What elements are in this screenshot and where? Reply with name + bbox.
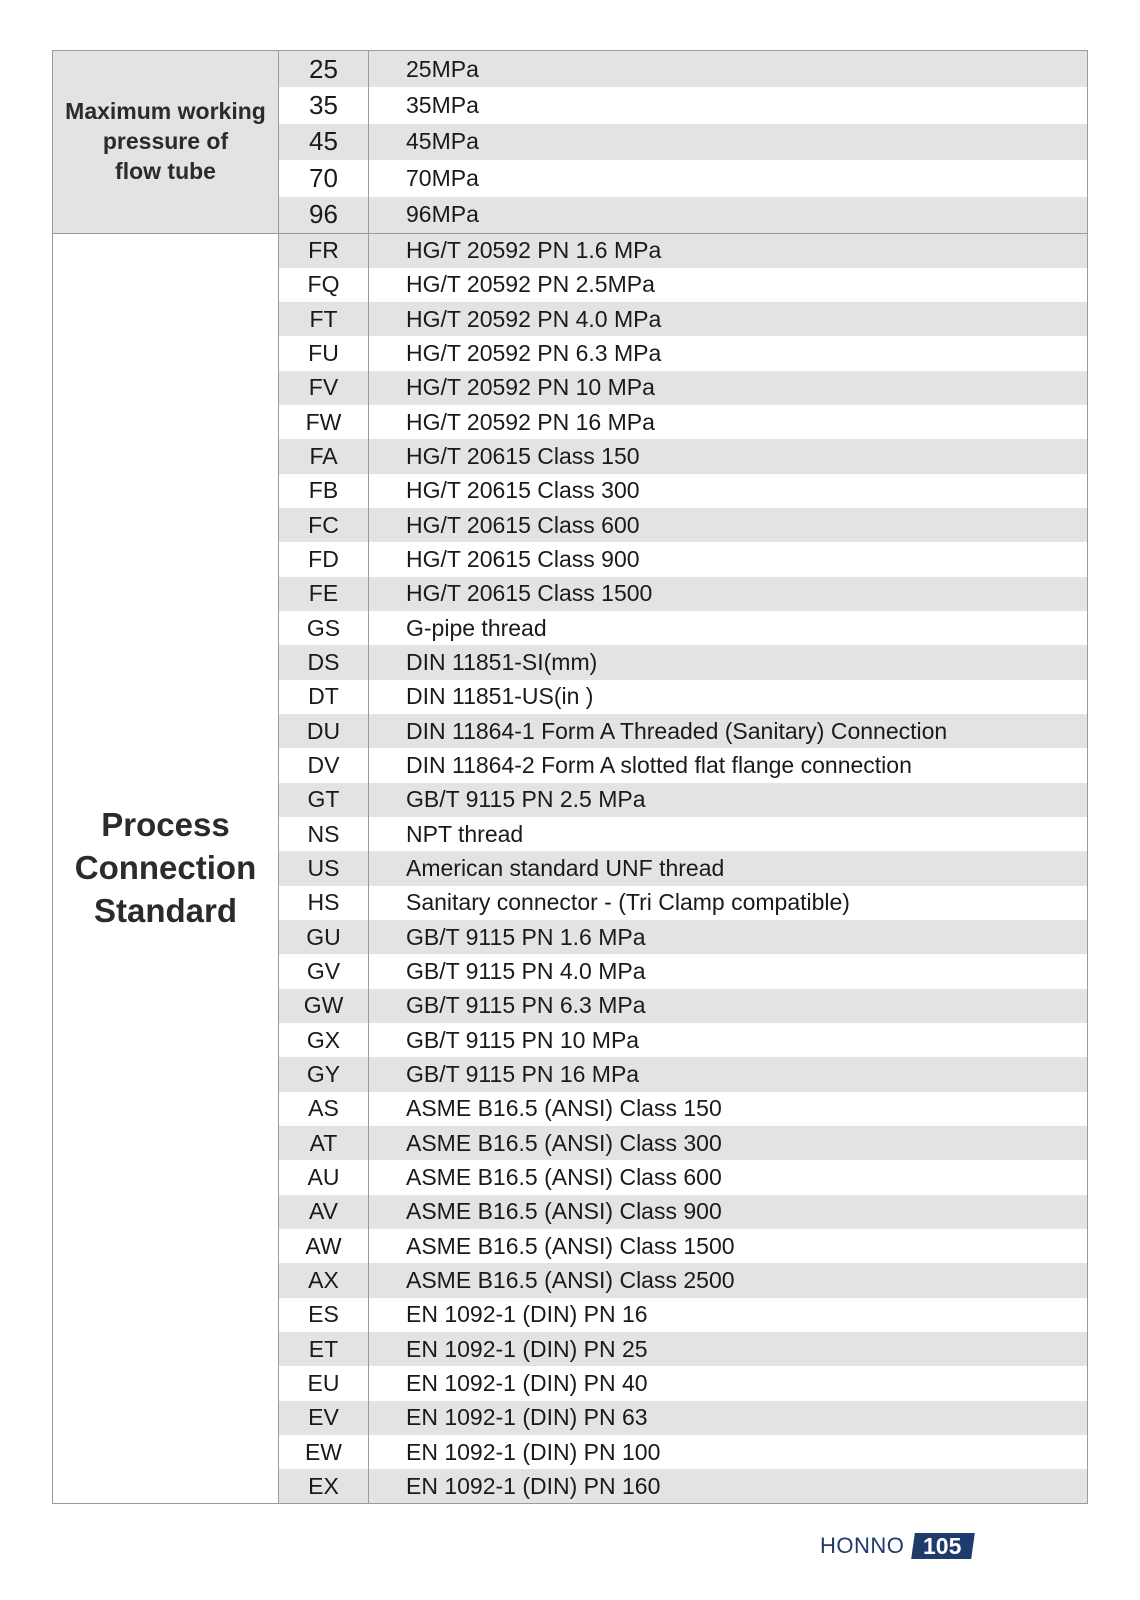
option-code: FQ	[279, 268, 369, 302]
process-connection-group-label	[53, 233, 279, 1503]
option-code: FR	[279, 233, 369, 267]
option-description: EN 1092-1 (DIN) PN 100	[369, 1435, 1088, 1469]
option-description: HG/T 20615 Class 1500	[369, 577, 1088, 611]
option-code: EX	[279, 1469, 369, 1503]
option-code: FD	[279, 542, 369, 576]
option-description: DIN 11864-2 Form A slotted flat flange connection	[369, 748, 1088, 782]
option-code: GY	[279, 1057, 369, 1091]
option-code: FW	[279, 405, 369, 439]
option-code: GS	[279, 611, 369, 645]
option-description: HG/T 20592 PN 2.5MPa	[369, 268, 1088, 302]
option-code: FV	[279, 371, 369, 405]
option-code: EV	[279, 1401, 369, 1435]
option-description: 70MPa	[369, 160, 1088, 197]
option-description: EN 1092-1 (DIN) PN 160	[369, 1469, 1088, 1503]
option-description: American standard UNF thread	[369, 851, 1088, 885]
option-description: 35MPa	[369, 87, 1088, 124]
option-description: ASME B16.5 (ANSI) Class 600	[369, 1160, 1088, 1194]
option-code: GT	[279, 783, 369, 817]
option-description: EN 1092-1 (DIN) PN 40	[369, 1366, 1088, 1400]
option-code: AV	[279, 1195, 369, 1229]
option-code: DS	[279, 645, 369, 679]
option-code: DT	[279, 680, 369, 714]
option-code: DU	[279, 714, 369, 748]
option-description: HG/T 20615 Class 150	[369, 439, 1088, 473]
option-code: GV	[279, 954, 369, 988]
option-code: 70	[279, 160, 369, 197]
option-description: EN 1092-1 (DIN) PN 25	[369, 1332, 1088, 1366]
option-code: FT	[279, 302, 369, 336]
option-code: NS	[279, 817, 369, 851]
option-description: DIN 11851-US(in )	[369, 680, 1088, 714]
option-description: DIN 11851-SI(mm)	[369, 645, 1088, 679]
option-code: HS	[279, 886, 369, 920]
option-description: HG/T 20592 PN 16 MPa	[369, 405, 1088, 439]
option-description: 96MPa	[369, 197, 1088, 234]
option-description: 45MPa	[369, 124, 1088, 161]
option-description: GB/T 9115 PN 1.6 MPa	[369, 920, 1088, 954]
option-description: EN 1092-1 (DIN) PN 16	[369, 1298, 1088, 1332]
option-description: DIN 11864-1 Form A Threaded (Sanitary) Connection	[369, 714, 1088, 748]
option-code: FE	[279, 577, 369, 611]
option-code: GU	[279, 920, 369, 954]
table-row	[53, 51, 1088, 88]
option-code: FC	[279, 508, 369, 542]
group-label-text: Process Connection Standard	[74, 806, 257, 929]
option-code: ES	[279, 1298, 369, 1332]
option-description: HG/T 20615 Class 300	[369, 474, 1088, 508]
option-description: NPT thread	[369, 817, 1088, 851]
option-description: GB/T 9115 PN 16 MPa	[369, 1057, 1088, 1091]
option-code: GW	[279, 989, 369, 1023]
option-code: AS	[279, 1092, 369, 1126]
brand-name: HONNO	[820, 1533, 905, 1558]
option-description: ASME B16.5 (ANSI) Class 300	[369, 1126, 1088, 1160]
option-code: AT	[279, 1126, 369, 1160]
group-label-text: Maximum working pressure of flow tube	[65, 98, 266, 184]
option-description: HG/T 20615 Class 900	[369, 542, 1088, 576]
option-code: AW	[279, 1229, 369, 1263]
option-description: GB/T 9115 PN 10 MPa	[369, 1023, 1088, 1057]
option-description: HG/T 20592 PN 1.6 MPa	[369, 233, 1088, 267]
option-description: 25MPa	[369, 51, 1088, 88]
option-description: ASME B16.5 (ANSI) Class 2500	[369, 1263, 1088, 1297]
option-description: EN 1092-1 (DIN) PN 63	[369, 1401, 1088, 1435]
option-code: GX	[279, 1023, 369, 1057]
option-description: HG/T 20615 Class 600	[369, 508, 1088, 542]
pressure-group-label	[53, 51, 279, 234]
page-footer	[820, 1532, 974, 1560]
option-code: 25	[279, 51, 369, 88]
option-code: ET	[279, 1332, 369, 1366]
option-code: FB	[279, 474, 369, 508]
option-code: US	[279, 851, 369, 885]
option-description: HG/T 20592 PN 6.3 MPa	[369, 336, 1088, 370]
option-description: HG/T 20592 PN 10 MPa	[369, 371, 1088, 405]
table-row	[53, 233, 1088, 267]
option-code: FU	[279, 336, 369, 370]
option-description: ASME B16.5 (ANSI) Class 150	[369, 1092, 1088, 1126]
option-code: 96	[279, 197, 369, 234]
option-code: DV	[279, 748, 369, 782]
option-code: 45	[279, 124, 369, 161]
option-description: G-pipe thread	[369, 611, 1088, 645]
spec-table-body	[53, 51, 1088, 1504]
option-code: AX	[279, 1263, 369, 1297]
option-code: EU	[279, 1366, 369, 1400]
option-description: GB/T 9115 PN 6.3 MPa	[369, 989, 1088, 1023]
option-code: EW	[279, 1435, 369, 1469]
option-description: GB/T 9115 PN 2.5 MPa	[369, 783, 1088, 817]
option-description: ASME B16.5 (ANSI) Class 1500	[369, 1229, 1088, 1263]
spec-table	[52, 50, 1088, 1504]
page-number-badge	[912, 1533, 976, 1559]
option-description: Sanitary connector - (Tri Clamp compatible)	[369, 886, 1088, 920]
option-description: GB/T 9115 PN 4.0 MPa	[369, 954, 1088, 988]
page-number: 105	[923, 1533, 962, 1559]
option-code: AU	[279, 1160, 369, 1194]
option-code: 35	[279, 87, 369, 124]
option-description: ASME B16.5 (ANSI) Class 900	[369, 1195, 1088, 1229]
option-code: FA	[279, 439, 369, 473]
option-description: HG/T 20592 PN 4.0 MPa	[369, 302, 1088, 336]
